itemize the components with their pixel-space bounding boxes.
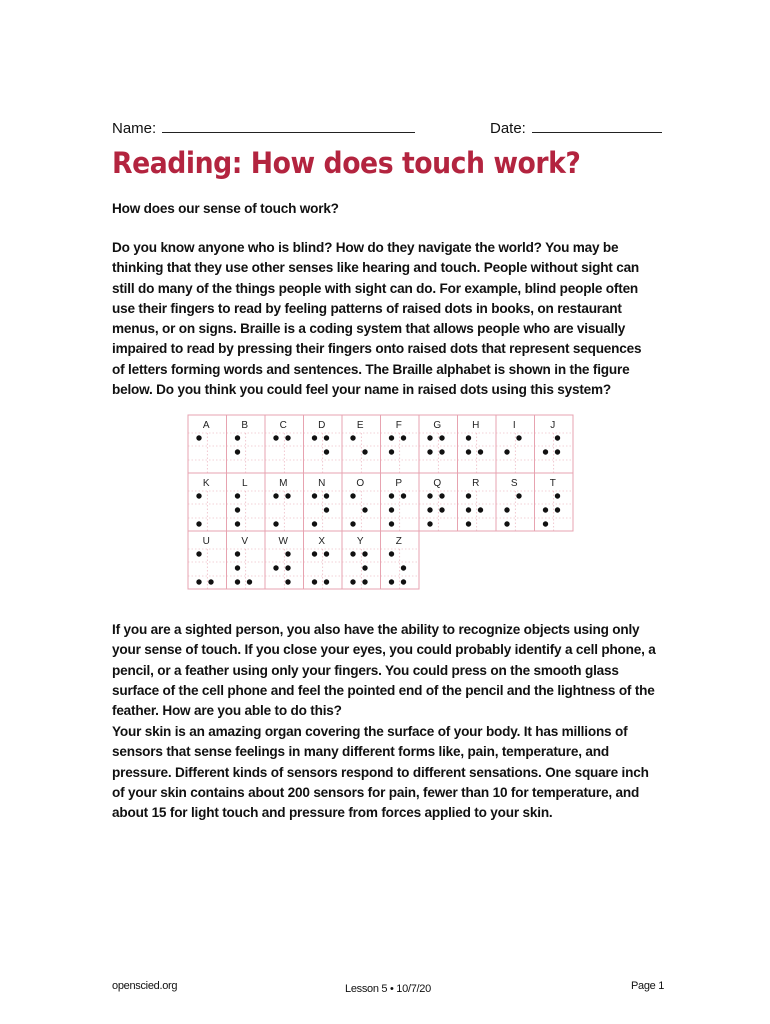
braille-dot [401, 579, 406, 584]
braille-cell-d [304, 415, 343, 473]
braille-cell-q [419, 473, 458, 531]
braille-letter-label: X [318, 536, 326, 547]
braille-dot [350, 435, 355, 440]
braille-cell-f [381, 415, 420, 473]
paragraph-skin-sensors: Your skin is an amazing organ covering the surface of your body. It has millions of sensors that sense feelings in many different forms like, pain, temperature, and pressure. Different kinds of sensors respond to different sensations. One square inch of your skin contains about 200 sensors for pain, fewer than 10 for temperature, and about 15 for light touch and pressure from forces applied to your skin. [112, 724, 649, 821]
braille-cell-g [419, 415, 458, 473]
braille-letter-label: F [395, 420, 402, 431]
braille-cell-a [188, 415, 227, 473]
braille-dot [439, 493, 444, 498]
braille-dot [273, 521, 278, 526]
braille-dot [196, 493, 201, 498]
braille-dot [285, 435, 290, 440]
braille-dot [273, 493, 278, 498]
braille-dot [555, 435, 560, 440]
braille-dot [516, 493, 521, 498]
braille-letter-label: P [395, 478, 403, 489]
braille-dot [466, 493, 471, 498]
braille-dot [235, 435, 240, 440]
braille-cell-o [342, 473, 381, 531]
braille-dot [478, 449, 483, 454]
braille-letter-label: V [241, 536, 249, 547]
braille-dot [235, 493, 240, 498]
braille-dot [285, 551, 290, 556]
braille-dot [196, 579, 201, 584]
braille-dot [350, 579, 355, 584]
braille-cell-p [381, 473, 420, 531]
braille-letter-label: O [356, 478, 365, 489]
braille-dot [312, 435, 317, 440]
braille-dot [555, 449, 560, 454]
braille-dot [504, 507, 509, 512]
paragraph-sighted-touch: If you are a sighted person, you also have the ability to recognize objects using only your sense of touch. If you close your eyes, you could probably identify a cell phone, a pencil, or a feather using only your fingers. You could press on the smooth glass surface of the cell phone and feel the pointed end of the pencil and the lightness of the feather. How are you able to do this? [112, 622, 656, 719]
braille-dot [362, 551, 367, 556]
date-label: Date: [490, 120, 526, 137]
braille-cell-i [496, 415, 535, 473]
braille-letter-label: U [202, 536, 210, 547]
braille-letter-label: W [278, 536, 288, 547]
braille-dot [362, 579, 367, 584]
braille-cell-z [381, 531, 420, 589]
braille-dot [555, 493, 560, 498]
braille-letter-label: B [241, 420, 249, 431]
braille-dot [439, 449, 444, 454]
braille-dot [389, 579, 394, 584]
braille-dot [273, 565, 278, 570]
footer-lesson: Lesson 5 • 10/7/20 [345, 983, 431, 995]
braille-letter-label: Q [433, 478, 442, 489]
braille-cell-b [227, 415, 266, 473]
braille-dot [235, 579, 240, 584]
braille-letter-label: R [472, 478, 480, 489]
braille-dot [273, 435, 278, 440]
braille-dot [427, 435, 432, 440]
braille-dot [324, 579, 329, 584]
braille-dot [389, 435, 394, 440]
braille-dot [350, 551, 355, 556]
braille-dot [196, 521, 201, 526]
braille-letter-label: T [549, 478, 556, 489]
braille-dot [389, 449, 394, 454]
braille-dot [543, 507, 548, 512]
braille-letter-label: S [510, 478, 518, 489]
braille-dot [324, 449, 329, 454]
braille-alphabet-grid [187, 414, 577, 594]
braille-dot [389, 521, 394, 526]
braille-letter-label: N [318, 478, 326, 489]
braille-letter-label: K [202, 478, 210, 489]
braille-dot [235, 565, 240, 570]
name-blank-line[interactable] [162, 118, 415, 133]
name-field[interactable] [112, 118, 415, 137]
braille-cell-w [265, 531, 304, 589]
braille-cell-s [496, 473, 535, 531]
braille-letter-label: Z [395, 536, 402, 547]
braille-dot [401, 493, 406, 498]
braille-dot [389, 493, 394, 498]
braille-dot [350, 521, 355, 526]
braille-dot [439, 507, 444, 512]
braille-cell-l [227, 473, 266, 531]
braille-cell-k [188, 473, 227, 531]
braille-dot [324, 493, 329, 498]
braille-dot [235, 449, 240, 454]
braille-dot [427, 507, 432, 512]
braille-dot [427, 449, 432, 454]
braille-dot [466, 449, 471, 454]
name-label: Name: [112, 120, 157, 137]
braille-letter-label: C [279, 420, 287, 431]
braille-letter-label: H [472, 420, 480, 431]
braille-dot [543, 449, 548, 454]
braille-dot [235, 507, 240, 512]
braille-letter-label: L [241, 478, 248, 489]
braille-dot [324, 551, 329, 556]
braille-dot [312, 551, 317, 556]
braille-cell-x [304, 531, 343, 589]
braille-dot [439, 435, 444, 440]
braille-dot [285, 579, 290, 584]
date-blank-line[interactable] [532, 118, 662, 133]
braille-dot [555, 507, 560, 512]
braille-dot [427, 493, 432, 498]
braille-dot [362, 565, 367, 570]
braille-dot [516, 435, 521, 440]
braille-alphabet-figure [187, 414, 577, 594]
braille-cell-t [535, 473, 574, 531]
braille-dot [285, 493, 290, 498]
braille-dot [324, 435, 329, 440]
page-title: Reading: How does touch work? [112, 146, 581, 180]
braille-letter-label: Y [356, 536, 364, 547]
braille-dot [389, 551, 394, 556]
braille-letter-label: G [433, 420, 442, 431]
braille-dot [543, 521, 548, 526]
braille-dot [196, 551, 201, 556]
braille-dot [504, 521, 509, 526]
braille-dot [285, 565, 290, 570]
braille-dot [350, 493, 355, 498]
braille-dot [478, 507, 483, 512]
braille-letter-label: J [550, 420, 556, 431]
braille-cell-n [304, 473, 343, 531]
braille-cell-m [265, 473, 304, 531]
braille-dot [247, 579, 252, 584]
braille-dot [466, 435, 471, 440]
braille-letter-label: E [356, 420, 364, 431]
lead-question: How does our sense of touch work? [112, 201, 339, 216]
braille-dot [312, 579, 317, 584]
braille-dot [466, 521, 471, 526]
braille-cell-v [227, 531, 266, 589]
braille-dot [401, 435, 406, 440]
braille-cell-r [458, 473, 497, 531]
paragraph-braille-intro: Do you know anyone who is blind? How do they navigate the world? You may be thinking that they use other senses like hearing and touch. People without sight can still do many of the things people with sight can do. For example, blind people often use their fingers to read by feeling patterns of raised dots in books, on restaurant menus, or on signs. Braille is a coding system that allows people who are visually impaired to read by pressing their fingers onto raised dots that represent sequences of letters forming words and sentences. The Braille alphabet is shown in the figure below. Do you think you could feel your name in raised dots using this system? [112, 240, 642, 398]
braille-dot [362, 507, 367, 512]
braille-dot [208, 579, 213, 584]
braille-dot [504, 449, 509, 454]
footer-site: openscied.org [112, 980, 178, 992]
braille-cell-y [342, 531, 381, 589]
braille-dot [401, 565, 406, 570]
braille-dot [235, 521, 240, 526]
braille-cell-j [535, 415, 574, 473]
date-field[interactable] [490, 118, 662, 137]
braille-dot [312, 493, 317, 498]
braille-letter-label: A [202, 420, 210, 431]
braille-dot [324, 507, 329, 512]
braille-dot [389, 507, 394, 512]
braille-cell-c [265, 415, 304, 473]
footer-page-number: Page 1 [631, 980, 665, 992]
braille-cell-u [188, 531, 227, 589]
braille-cell-h [458, 415, 497, 473]
braille-cell-e [342, 415, 381, 473]
braille-dot [466, 507, 471, 512]
braille-dot [196, 435, 201, 440]
braille-dot [312, 521, 317, 526]
braille-letter-label: I [512, 420, 516, 431]
braille-letter-label: D [318, 420, 326, 431]
braille-letter-label: M [279, 478, 288, 489]
braille-dot [362, 449, 367, 454]
braille-dot [235, 551, 240, 556]
braille-dot [427, 521, 432, 526]
